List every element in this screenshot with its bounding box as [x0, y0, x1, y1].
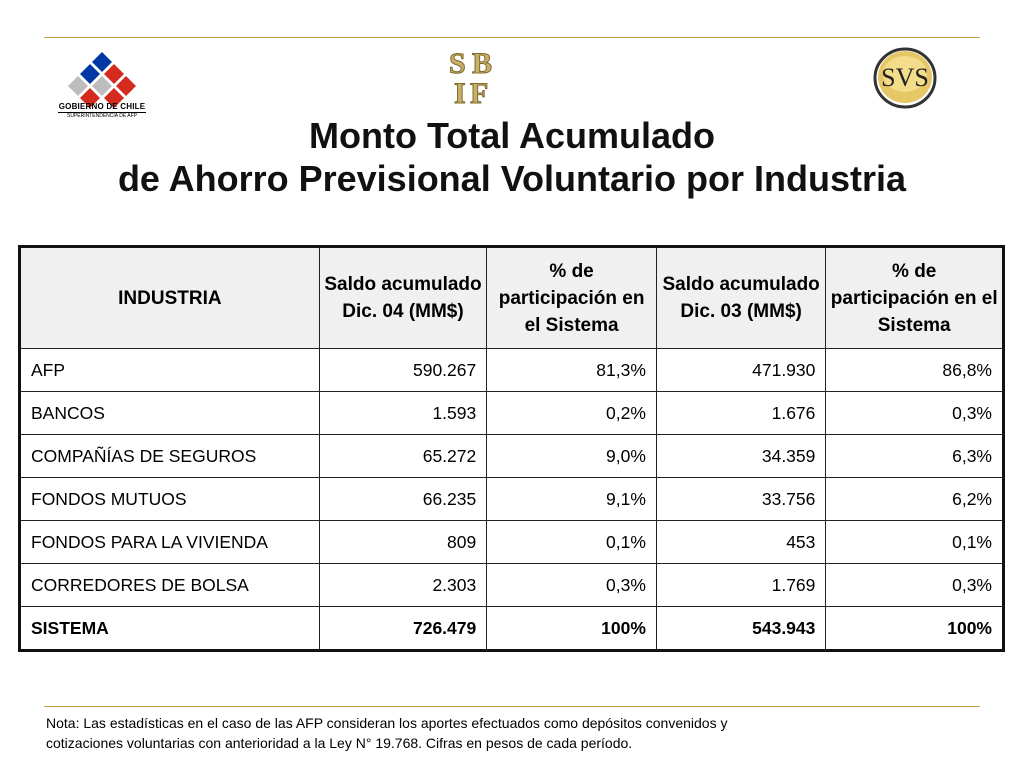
cell-part-03: 0,3% — [826, 564, 1004, 607]
header-industria: INDUSTRIA — [20, 247, 320, 349]
cell-saldo-04-total: 726.479 — [319, 607, 487, 651]
cell-part-04: 9,1% — [487, 478, 657, 521]
cell-industria: FONDOS MUTUOS — [20, 478, 320, 521]
table-row — [20, 521, 1004, 564]
footnote-line-2: cotizaciones voluntarias con anterioridad a la Ley N° 19.768. Cifras en pesos de cada período. — [46, 735, 633, 751]
table-row — [20, 435, 1004, 478]
table-row — [20, 392, 1004, 435]
cell-saldo-04: 590.267 — [319, 349, 487, 392]
footnote-line-1: Nota: Las estadísticas en el caso de las AFP consideran los aportes efectuados como depósitos convenidos y — [46, 715, 728, 731]
header-saldo-dic03: Saldo acumulado Dic. 03 (MM$) — [656, 247, 826, 349]
cell-part-03: 0,1% — [826, 521, 1004, 564]
title-line-2: de Ahorro Previsional Voluntario por Industria — [117, 158, 907, 199]
cell-industria: FONDOS PARA LA VIVIENDA — [20, 521, 320, 564]
table-total-row — [20, 607, 1004, 651]
gobierno-subtitle: SUPERINTENDENCIA DE AFP — [58, 112, 146, 119]
cell-part-04: 0,1% — [487, 521, 657, 564]
top-divider — [44, 37, 980, 38]
cell-saldo-04: 1.593 — [319, 392, 487, 435]
header-saldo-dic04: Saldo acumulado Dic. 04 (MM$) — [319, 247, 487, 349]
cell-part-03-total: 100% — [826, 607, 1004, 651]
svg-text:F: F — [470, 77, 489, 107]
cell-industria: BANCOS — [20, 392, 320, 435]
table-row — [20, 349, 1004, 392]
cell-part-04: 9,0% — [487, 435, 657, 478]
table-header-row — [20, 247, 1004, 349]
cell-industria: CORREDORES DE BOLSA — [20, 564, 320, 607]
cell-part-04-total: 100% — [487, 607, 657, 651]
sbif-logo — [446, 47, 502, 107]
svg-text:SVS: SVS — [881, 63, 929, 92]
cell-saldo-03: 1.769 — [656, 564, 826, 607]
cell-industria: COMPAÑÍAS DE SEGUROS — [20, 435, 320, 478]
cell-industria: AFP — [20, 349, 320, 392]
gobierno-title: GOBIERNO DE CHILE — [58, 102, 146, 111]
cell-saldo-03: 471.930 — [656, 349, 826, 392]
cell-part-03: 6,3% — [826, 435, 1004, 478]
cell-part-04: 0,3% — [487, 564, 657, 607]
header-participacion-dic03: % de participación en el Sistema — [826, 247, 1004, 349]
cell-saldo-03-total: 543.943 — [656, 607, 826, 651]
svg-text:B: B — [472, 47, 493, 80]
cell-saldo-04: 809 — [319, 521, 487, 564]
table-row — [20, 564, 1004, 607]
industry-table — [18, 245, 1005, 652]
bottom-divider — [44, 706, 980, 707]
header-participacion-dic04: % de participación en el Sistema — [487, 247, 657, 349]
cell-industria-total: SISTEMA — [20, 607, 320, 651]
cell-saldo-03: 1.676 — [656, 392, 826, 435]
cell-part-03: 86,8% — [826, 349, 1004, 392]
title-line-1: Monto Total Acumulado — [309, 115, 715, 156]
cell-part-04: 0,2% — [487, 392, 657, 435]
svs-logo — [869, 44, 939, 110]
table-row — [20, 478, 1004, 521]
cell-saldo-03: 33.756 — [656, 478, 826, 521]
svg-text:S: S — [449, 47, 466, 80]
cell-part-03: 0,3% — [826, 392, 1004, 435]
cell-saldo-03: 34.359 — [656, 435, 826, 478]
cell-part-03: 6,2% — [826, 478, 1004, 521]
page-title — [0, 114, 1024, 200]
cell-part-04: 81,3% — [487, 349, 657, 392]
cell-saldo-04: 2.303 — [319, 564, 487, 607]
cell-saldo-03: 453 — [656, 521, 826, 564]
cell-saldo-04: 66.235 — [319, 478, 487, 521]
cell-saldo-04: 65.272 — [319, 435, 487, 478]
footnote — [46, 713, 976, 753]
svg-text:I: I — [454, 77, 466, 107]
